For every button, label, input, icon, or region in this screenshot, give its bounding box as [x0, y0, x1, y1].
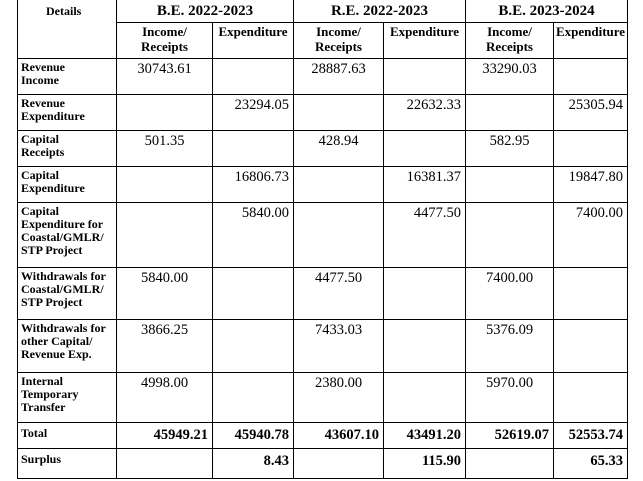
cell-value: 33290.03 — [466, 59, 554, 95]
cell-value: 28887.63 — [294, 59, 384, 95]
cell-value: 5376.09 — [466, 320, 554, 373]
cell-value — [466, 449, 554, 479]
cell-value — [554, 373, 628, 423]
cell-value: 52553.74 — [554, 423, 628, 449]
cell-value: 115.90 — [384, 449, 466, 479]
header-row-periods — [18, 0, 628, 23]
cell-value: 5840.00 — [213, 203, 294, 268]
cell-value: 8.43 — [213, 449, 294, 479]
row-label: Withdrawals for other Capital/ Revenue Exp. — [18, 320, 117, 373]
row-label: Capital Expenditure — [18, 167, 117, 203]
row-label: Total — [18, 423, 117, 449]
income-header: Income/ Receipts — [466, 23, 554, 59]
cell-value: 2380.00 — [294, 373, 384, 423]
cell-value — [554, 59, 628, 95]
cell-value — [213, 373, 294, 423]
expenditure-header: Expenditure — [384, 23, 466, 59]
table-row-capital-expenditure-coastal — [18, 203, 628, 268]
row-label: Capital Expenditure for Coastal/GMLR/ STP Project — [18, 203, 117, 268]
cell-value: 7400.00 — [466, 268, 554, 320]
table-row-revenue-income — [18, 59, 628, 95]
cell-value — [294, 203, 384, 268]
cell-value: 16806.73 — [213, 167, 294, 203]
cell-value: 45940.78 — [213, 423, 294, 449]
cell-value: 3866.25 — [117, 320, 213, 373]
cell-value: 43607.10 — [294, 423, 384, 449]
cell-value — [554, 268, 628, 320]
cell-value — [213, 268, 294, 320]
cell-value: 4477.50 — [294, 268, 384, 320]
table-row-total — [18, 423, 628, 449]
cell-value — [384, 320, 466, 373]
row-label: Internal Temporary Transfer — [18, 373, 117, 423]
cell-value — [466, 95, 554, 131]
table-row-revenue-expenditure — [18, 95, 628, 131]
cell-value — [294, 167, 384, 203]
cell-value: 5970.00 — [466, 373, 554, 423]
cell-value: 25305.94 — [554, 95, 628, 131]
cell-value: 582.95 — [466, 131, 554, 167]
cell-value: 43491.20 — [384, 423, 466, 449]
cell-value — [554, 320, 628, 373]
period-header-be-2023: B.E. 2023-2024 — [466, 0, 628, 23]
cell-value — [117, 203, 213, 268]
cell-value: 22632.33 — [384, 95, 466, 131]
row-label: Surplus — [18, 449, 117, 479]
cell-value — [294, 95, 384, 131]
cell-value — [384, 268, 466, 320]
cell-value — [213, 131, 294, 167]
income-header: Income/ Receipts — [294, 23, 384, 59]
row-label: Withdrawals for Coastal/GMLR/ STP Project — [18, 268, 117, 320]
cell-value: 501.35 — [117, 131, 213, 167]
cell-value: 65.33 — [554, 449, 628, 479]
cell-value — [294, 449, 384, 479]
cell-value: 16381.37 — [384, 167, 466, 203]
cell-value — [466, 167, 554, 203]
row-label: Revenue Income — [18, 59, 117, 95]
cell-value: 7400.00 — [554, 203, 628, 268]
cell-value — [466, 203, 554, 268]
period-header-be-2022: B.E. 2022-2023 — [117, 0, 294, 23]
cell-value — [384, 131, 466, 167]
cell-value — [213, 320, 294, 373]
cell-value: 30743.61 — [117, 59, 213, 95]
cell-value — [384, 59, 466, 95]
period-header-re-2022: R.E. 2022-2023 — [294, 0, 466, 23]
expenditure-header: Expenditure — [213, 23, 294, 59]
income-header: Income/ Receipts — [117, 23, 213, 59]
cell-value — [213, 59, 294, 95]
expenditure-header: Expenditure — [554, 23, 628, 59]
budget-table — [17, 0, 628, 479]
cell-value — [117, 167, 213, 203]
table-row-capital-receipts — [18, 131, 628, 167]
cell-value: 4998.00 — [117, 373, 213, 423]
cell-value: 7433.03 — [294, 320, 384, 373]
row-label: Capital Receipts — [18, 131, 117, 167]
cell-value: 19847.80 — [554, 167, 628, 203]
cell-value — [117, 449, 213, 479]
table-row-surplus — [18, 449, 628, 479]
table-row-withdrawals-other — [18, 320, 628, 373]
cell-value — [384, 373, 466, 423]
cell-value: 4477.50 — [384, 203, 466, 268]
row-label: Revenue Expenditure — [18, 95, 117, 131]
cell-value: 428.94 — [294, 131, 384, 167]
cell-value — [554, 131, 628, 167]
table-row-capital-expenditure — [18, 167, 628, 203]
table-row-withdrawals-coastal — [18, 268, 628, 320]
cell-value: 23294.05 — [213, 95, 294, 131]
cell-value: 52619.07 — [466, 423, 554, 449]
cell-value — [117, 95, 213, 131]
cell-value: 45949.21 — [117, 423, 213, 449]
cell-value: 5840.00 — [117, 268, 213, 320]
details-header: Details — [18, 0, 117, 59]
table-row-internal-transfer — [18, 373, 628, 423]
